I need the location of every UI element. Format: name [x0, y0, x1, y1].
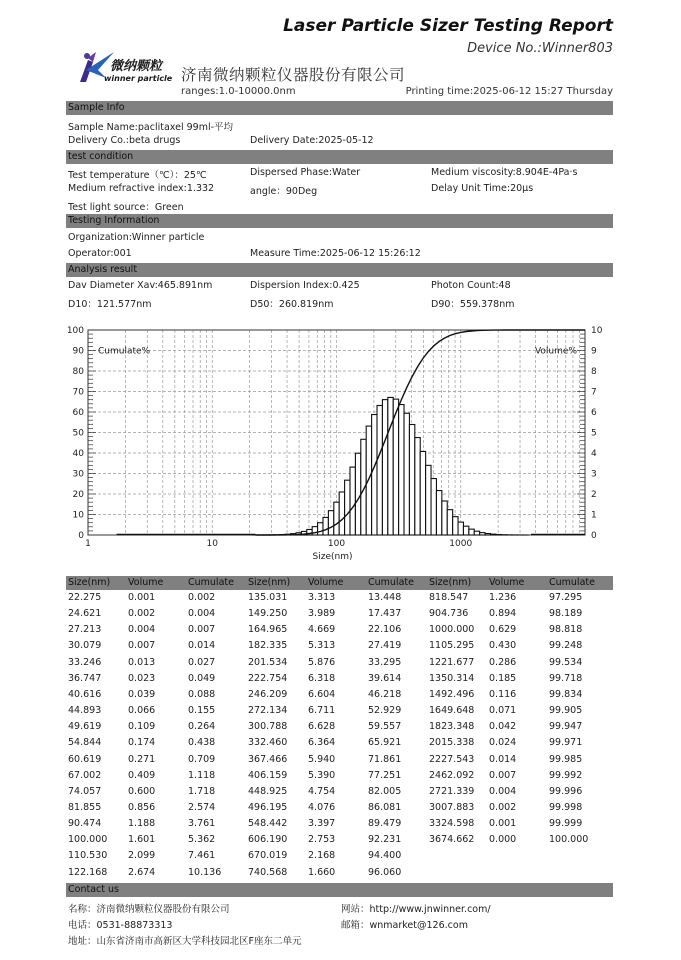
table-cell: 0.066: [128, 705, 156, 717]
table-cell: 0.286: [489, 656, 517, 668]
table-cell: 36.747: [68, 672, 102, 684]
table-cell: 3.989: [308, 608, 336, 620]
photon-count: Photon Count:48: [431, 280, 511, 291]
table-cell: 5.362: [188, 834, 216, 846]
table-cell: 0.049: [188, 672, 216, 684]
table-cell: 99.834: [549, 688, 583, 700]
table-cell: 5.876: [308, 656, 336, 668]
table-cell: 5.313: [308, 640, 336, 652]
table-cell: 122.168: [68, 866, 108, 878]
svg-text:8: 8: [591, 367, 597, 377]
table-cell: 17.437: [368, 608, 402, 620]
section-header-analysis: Analysis result: [66, 263, 613, 277]
table-cell: 3007.883: [429, 801, 475, 813]
operator: Operator:001: [68, 248, 132, 259]
table-cell: 0.007: [188, 624, 216, 636]
table-cell: 3.761: [188, 818, 216, 830]
table-cell: 1000.000: [429, 624, 475, 636]
table-cell: 0.709: [188, 753, 216, 765]
table-cell: 0.013: [128, 656, 156, 668]
table-cell: 0.014: [188, 640, 216, 652]
table-cell: 71.861: [368, 753, 402, 765]
table-column-header: Cumulate: [549, 577, 595, 588]
table-cell: 74.057: [68, 785, 102, 797]
dispersion-index: Dispersion Index:0.425: [250, 280, 360, 291]
table-cell: 40.616: [68, 688, 102, 700]
table-cell: 222.754: [248, 672, 288, 684]
table-column-header: Cumulate: [188, 577, 234, 588]
table-cell: 300.788: [248, 721, 288, 733]
table-cell: 0.023: [128, 672, 156, 684]
d50-value: D50：260.819nm: [250, 299, 334, 310]
contact-company-name: 名称：济南微纳颗粒仪器股份有限公司: [68, 904, 230, 915]
section-header-test-condition: test condition: [66, 150, 613, 164]
table-cell: 1.188: [128, 818, 156, 830]
table-cell: 82.005: [368, 785, 402, 797]
svg-text:7: 7: [591, 387, 597, 398]
table-cell: 22.275: [68, 592, 102, 603]
contact-website[interactable]: 网站：http://www.jnwinner.com/: [341, 904, 491, 915]
table-cell: 149.250: [248, 608, 288, 620]
svg-text:100: 100: [66, 326, 84, 336]
table-cell: 0.071: [489, 705, 517, 717]
printing-time: Printing time:2025-06-12 15:27 Thursday: [405, 86, 613, 97]
table-cell: 0.600: [128, 785, 156, 797]
table-cell: 39.614: [368, 672, 402, 684]
table-cell: 1221.677: [429, 656, 475, 668]
svg-text:50: 50: [72, 428, 84, 439]
table-cell: 100.000: [68, 834, 108, 846]
sample-name: Sample Name:paclitaxel 99ml-平均: [68, 122, 234, 133]
scatter-angle: angle：90Deg: [250, 186, 318, 197]
table-cell: 4.754: [308, 785, 336, 797]
table-cell: 0.629: [489, 624, 517, 636]
table-cell: 97.295: [549, 592, 583, 603]
table-cell: 2721.339: [429, 785, 475, 797]
table-cell: 67.002: [68, 769, 102, 781]
table-cell: 6.604: [308, 688, 336, 700]
table-cell: 0.024: [489, 737, 517, 749]
table-cell: 0.004: [489, 785, 517, 797]
table-cell: 3.313: [308, 592, 336, 603]
table-cell: 182.335: [248, 640, 288, 652]
table-cell: 332.460: [248, 737, 288, 749]
table-cell: 30.079: [68, 640, 102, 652]
svg-text:1000: 1000: [449, 539, 473, 549]
table-cell: 10.136: [188, 866, 222, 878]
table-cell: 0.155: [188, 705, 216, 717]
table-cell: 0.185: [489, 672, 517, 684]
table-cell: 0.004: [188, 608, 216, 620]
table-cell: 99.996: [549, 785, 583, 797]
svg-text:10: 10: [72, 510, 84, 521]
table-cell: 246.209: [248, 688, 288, 700]
table-cell: 100.000: [549, 834, 589, 846]
table-cell: 164.965: [248, 624, 288, 636]
table-cell: 99.999: [549, 818, 583, 830]
table-cell: 13.448: [368, 592, 402, 603]
table-cell: 0.001: [489, 818, 517, 830]
table-cell: 1.660: [308, 866, 336, 878]
table-cell: 0.000: [489, 834, 517, 846]
table-cell: 94.400: [368, 850, 402, 862]
table-cell: 59.557: [368, 721, 402, 733]
report-title: Laser Particle Sizer Testing Report: [283, 16, 613, 36]
table-cell: 99.947: [549, 721, 583, 733]
table-cell: 6.318: [308, 672, 336, 684]
table-cell: 0.002: [188, 592, 216, 603]
table-cell: 0.894: [489, 608, 517, 620]
table-cell: 201.534: [248, 656, 288, 668]
svg-text:60: 60: [72, 408, 84, 418]
table-cell: 135.031: [248, 592, 288, 603]
table-cell: 4.669: [308, 624, 336, 636]
table-cell: 99.718: [549, 672, 583, 684]
table-cell: 670.019: [248, 850, 288, 862]
table-column-header: Cumulate: [368, 577, 414, 588]
table-cell: 606.190: [248, 834, 288, 846]
table-cell: 96.060: [368, 866, 402, 878]
table-cell: 52.929: [368, 705, 402, 717]
table-cell: 0.007: [489, 769, 517, 781]
contact-address: 地址：山东省济南市高新区大学科技园北区F座东二单元: [68, 936, 302, 947]
refractive-index: Medium refractive index:1.332: [68, 183, 215, 194]
table-column-header: Size(nm): [68, 577, 111, 588]
table-cell: 818.547: [429, 592, 469, 603]
table-cell: 90.474: [68, 818, 102, 830]
table-cell: 99.985: [549, 753, 583, 765]
table-cell: 0.039: [128, 688, 156, 700]
table-cell: 44.893: [68, 705, 102, 717]
table-cell: 1350.314: [429, 672, 475, 684]
table-column-header: Volume: [308, 577, 344, 588]
svg-text:1: 1: [591, 510, 597, 521]
table-cell: 1649.648: [429, 705, 475, 717]
table-cell: 99.971: [549, 737, 583, 749]
table-cell: 81.855: [68, 801, 102, 813]
svg-text:0: 0: [591, 531, 597, 541]
svg-text:90: 90: [72, 346, 84, 357]
svg-text:9: 9: [591, 346, 597, 357]
table-cell: 2015.338: [429, 737, 475, 749]
device-number: Device No.:Winner803: [467, 41, 613, 56]
table-cell: 99.998: [549, 801, 583, 813]
table-cell: 0.002: [489, 801, 517, 813]
svg-text:0: 0: [78, 531, 84, 541]
table-column-header: Volume: [489, 577, 525, 588]
table-cell: 0.027: [188, 656, 216, 668]
d90-value: D90：559.378nm: [431, 299, 515, 310]
table-cell: 904.736: [429, 608, 469, 620]
table-cell: 1.118: [188, 769, 216, 781]
table-cell: 33.246: [68, 656, 102, 668]
table-cell: 6.711: [308, 705, 336, 717]
light-source: Test light source：Green: [68, 202, 184, 213]
table-cell: 99.534: [549, 656, 583, 668]
table-cell: 77.251: [368, 769, 402, 781]
table-cell: 49.619: [68, 721, 102, 733]
svg-text:30: 30: [72, 469, 84, 480]
svg-text:40: 40: [72, 449, 84, 459]
table-cell: 89.479: [368, 818, 402, 830]
table-cell: 33.295: [368, 656, 402, 668]
table-cell: 92.231: [368, 834, 402, 846]
delivery-company: Delivery Co.:beta drugs: [68, 135, 181, 146]
svg-text:Cumulate%: Cumulate%: [98, 346, 151, 357]
table-cell: 6.628: [308, 721, 336, 733]
table-cell: 27.213: [68, 624, 102, 636]
svg-text:70: 70: [72, 387, 84, 398]
svg-text:6: 6: [591, 408, 597, 418]
table-cell: 7.461: [188, 850, 216, 862]
table-cell: 548.442: [248, 818, 288, 830]
table-cell: 2.753: [308, 834, 336, 846]
svg-text:Volume%: Volume%: [534, 346, 577, 357]
table-cell: 406.159: [248, 769, 288, 781]
particle-size-distribution-chart: [0, 320, 681, 565]
delivery-date: Delivery Date:2025-05-12: [250, 135, 374, 146]
table-cell: 740.568: [248, 866, 288, 878]
table-cell: 60.619: [68, 753, 102, 765]
table-cell: 2.574: [188, 801, 216, 813]
table-cell: 24.621: [68, 608, 102, 620]
table-cell: 6.364: [308, 737, 336, 749]
table-cell: 0.014: [489, 753, 517, 765]
table-cell: 0.002: [128, 608, 156, 620]
table-cell: 4.076: [308, 801, 336, 813]
table-cell: 0.007: [128, 640, 156, 652]
table-cell: 0.042: [489, 721, 517, 733]
table-cell: 3674.662: [429, 834, 475, 846]
delay-unit-time: Delay Unit Time:20μs: [431, 183, 534, 194]
table-cell: 1.601: [128, 834, 156, 846]
table-cell: 99.992: [549, 769, 583, 781]
svg-text:10: 10: [591, 326, 603, 336]
svg-text:10: 10: [206, 539, 218, 549]
dav-diameter: Dav Diameter Xav:465.891nm: [68, 280, 213, 291]
table-cell: 3324.598: [429, 818, 475, 830]
medium-viscosity: Medium viscosity:8.904E-4Pa·s: [431, 167, 578, 178]
svg-text:微纳颗粒: 微纳颗粒: [110, 59, 163, 74]
section-header-contact: Contact us: [66, 883, 613, 897]
d10-value: D10：121.577nm: [68, 299, 152, 310]
test-temperature: Test temperature（℃）：25℃: [68, 170, 207, 181]
svg-text:4: 4: [591, 449, 597, 459]
table-cell: 98.818: [549, 624, 583, 636]
table-cell: 2462.092: [429, 769, 475, 781]
table-cell: 2.168: [308, 850, 336, 862]
company-name: 济南微纳颗粒仪器股份有限公司: [181, 66, 406, 84]
table-cell: 1823.348: [429, 721, 475, 733]
table-cell: 22.106: [368, 624, 402, 636]
organization: Organization:Winner particle: [68, 232, 205, 243]
table-cell: 1492.496: [429, 688, 475, 700]
table-cell: 1.236: [489, 592, 517, 603]
table-cell: 496.195: [248, 801, 288, 813]
table-cell: 0.004: [128, 624, 156, 636]
table-cell: 2227.543: [429, 753, 475, 765]
chart-canvas: [0, 320, 681, 565]
table-column-header: Size(nm): [429, 577, 472, 588]
table-cell: 272.134: [248, 705, 288, 717]
table-cell: 65.921: [368, 737, 402, 749]
table-cell: 0.116: [489, 688, 517, 700]
section-header-testing-info: Testing Information: [66, 214, 613, 228]
measurement-range: ranges:1.0-10000.0nm: [181, 86, 296, 97]
dispersed-phase: Dispersed Phase:Water: [250, 167, 361, 178]
table-cell: 110.530: [68, 850, 108, 862]
svg-text:3: 3: [591, 469, 597, 480]
measure-time: Measure Time:2025-06-12 15:26:12: [250, 248, 421, 259]
table-cell: 0.271: [128, 753, 156, 765]
svg-text:5: 5: [591, 428, 597, 439]
table-cell: 2.674: [128, 866, 156, 878]
table-cell: 0.409: [128, 769, 156, 781]
logo-mark-icon: [76, 48, 176, 86]
table-column-header: Volume: [128, 577, 164, 588]
table-cell: 5.390: [308, 769, 336, 781]
svg-text:2: 2: [591, 490, 597, 500]
table-cell: 27.419: [368, 640, 402, 652]
table-cell: 99.248: [549, 640, 583, 652]
table-column-header: Size(nm): [248, 577, 291, 588]
table-cell: 0.856: [128, 801, 156, 813]
table-cell: 54.844: [68, 737, 102, 749]
svg-text:20: 20: [72, 490, 84, 500]
table-cell: 0.109: [128, 721, 156, 733]
table-cell: 2.099: [128, 850, 156, 862]
table-cell: 0.088: [188, 688, 216, 700]
table-cell: 46.218: [368, 688, 402, 700]
table-cell: 5.940: [308, 753, 336, 765]
table-cell: 448.925: [248, 785, 288, 797]
svg-text:100: 100: [327, 539, 346, 549]
svg-text:1: 1: [85, 539, 91, 549]
table-cell: 1105.295: [429, 640, 475, 652]
svg-text:80: 80: [72, 367, 84, 377]
table-cell: 0.430: [489, 640, 517, 652]
table-cell: 1.718: [188, 785, 216, 797]
table-cell: 0.174: [128, 737, 156, 749]
table-cell: 367.466: [248, 753, 288, 765]
company-logo: [76, 48, 176, 86]
section-header-sample-info: Sample Info: [66, 101, 613, 115]
table-cell: 0.264: [188, 721, 216, 733]
svg-text:Size(nm): Size(nm): [312, 552, 353, 562]
table-cell: 0.001: [128, 592, 156, 603]
contact-phone: 电话：0531-88873313: [68, 920, 173, 931]
table-cell: 86.081: [368, 801, 402, 813]
svg-text:winner particle: winner particle: [104, 74, 173, 83]
table-cell: 99.905: [549, 705, 583, 717]
table-cell: 98.189: [549, 608, 583, 620]
contact-email[interactable]: 邮箱：wnmarket@126.com: [341, 920, 468, 931]
table-cell: 3.397: [308, 818, 336, 830]
table-cell: 0.438: [188, 737, 216, 749]
